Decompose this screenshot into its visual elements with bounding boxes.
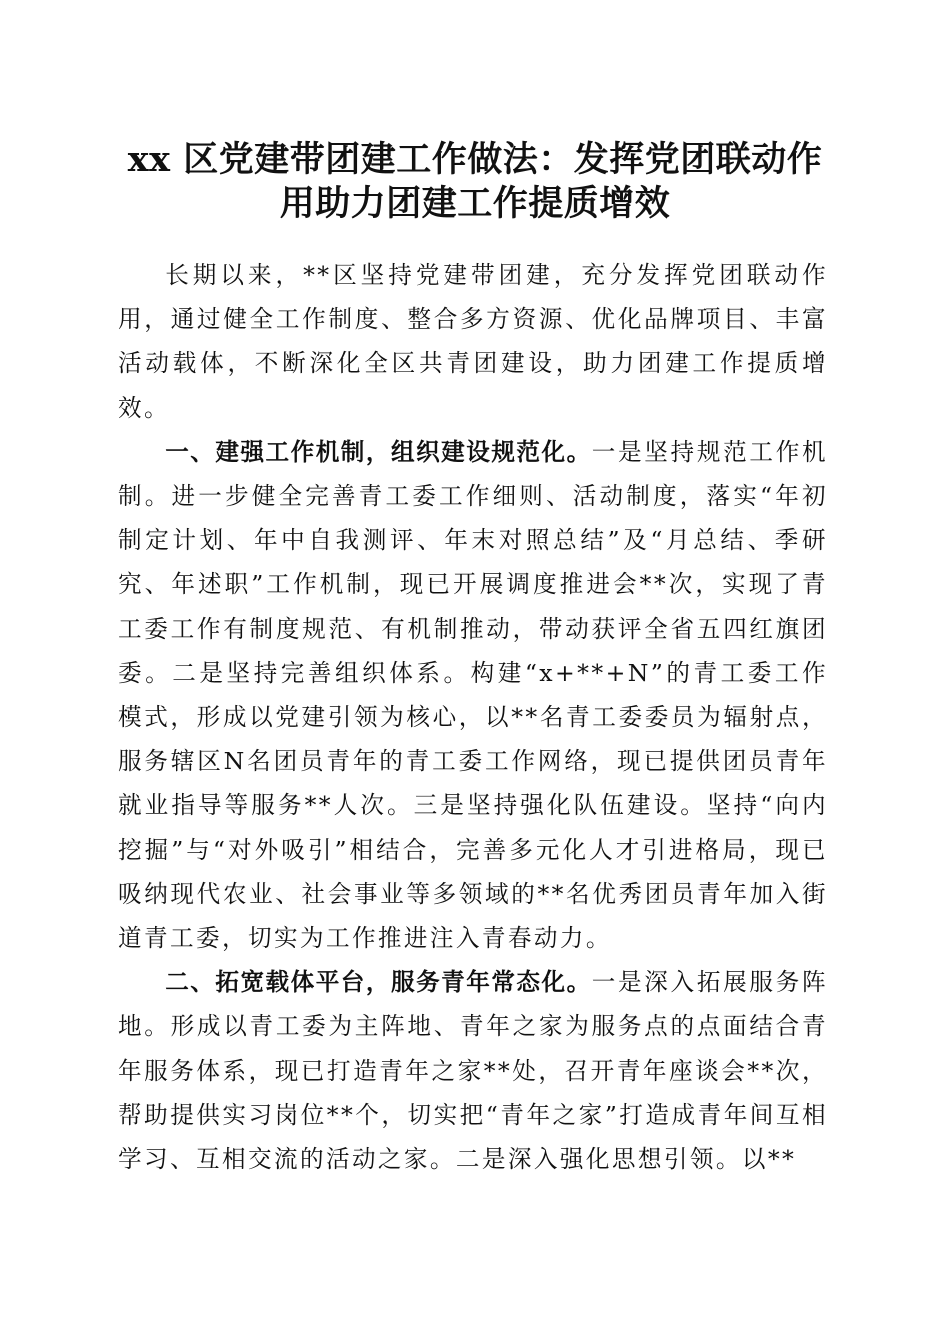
section-2-heading: 二、拓宽载体平台，服务青年常态化。 — [165, 968, 592, 997]
title-line-2: 用助力团建工作提质增效 — [279, 183, 671, 224]
section-1-heading: 一、建强工作机制，组织建设规范化。 — [165, 437, 592, 466]
document-title — [100, 138, 850, 226]
paragraph-section-2 — [118, 960, 828, 1181]
section-1-text: 一是坚持规范工作机制。进一步健全完善青工委工作细则、活动制度，落实“年初制定计划、年中自我测评、年末对照总结”及“月总结、季研究、年述职”工作机制，现已开展调度推进会**次，实现了青工委工作有制度规范、有机制推动，带动获评全省五四红旗团委。二是坚持完善组织体系。构建“x+**+N”的青工委工作模式，形成以党建引领为核心，以**名青工委委员为辐射点，服务辖区N名团员青年的青工委工作网络，现已提供团员青年就业指导等服务**人次。三是坚持强化队伍建设。坚持“向内挖掘”与“对外吸引”相结合，完善多元化人才引进格局，现已吸纳现代农业、社会事业等多领域的**名优秀团员青年加入街道青工委，切实为工作推进注入青春动力。 — [118, 437, 828, 953]
paragraph-intro — [118, 253, 828, 430]
title-line-1: xx 区党建带团建工作做法：发挥党团联动作 — [127, 139, 823, 180]
document-body — [118, 253, 828, 1181]
paragraph-intro-text: 长期以来，**区坚持党建带团建，充分发挥党团联动作用，通过健全工作制度、整合多方资源、优化品牌项目、丰富活动载体，不断深化全区共青团建设，助力团建工作提质增效。 — [118, 261, 828, 422]
paragraph-section-1 — [118, 430, 828, 960]
section-2-text: 一是深入拓展服务阵地。形成以青工委为主阵地、青年之家为服务点的点面结合青年服务体系，现已打造青年之家**处，召开青年座谈会**次，帮助提供实习岗位**个，切实把“青年之家”打造成青年间互相学习、互相交流的活动之家。二是深入强化思想引领。以** — [118, 968, 828, 1174]
